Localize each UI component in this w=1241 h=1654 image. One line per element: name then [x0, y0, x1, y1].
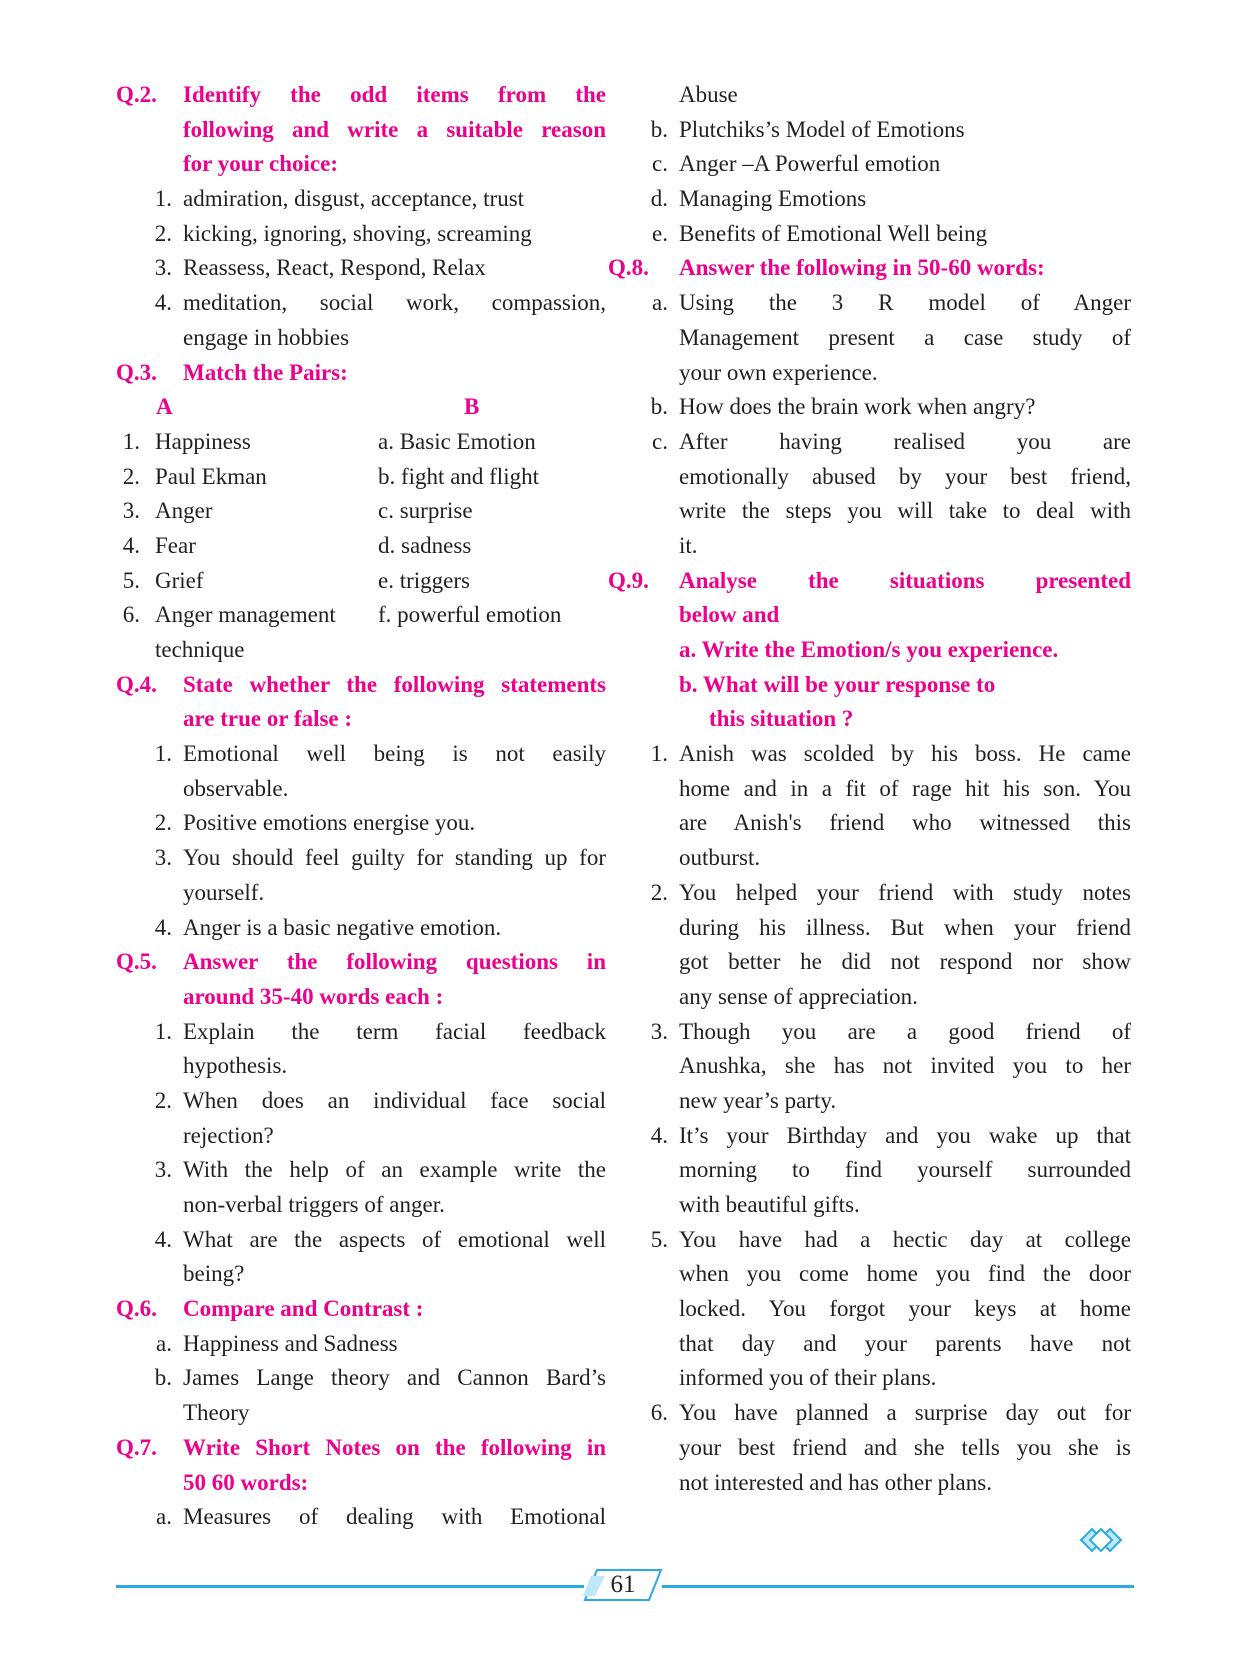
- list-item: 4. meditation, social work, compassion,: [154, 290, 606, 316]
- match-row: 1. Happiness a. Basic Emotion: [122, 428, 536, 454]
- list-item: b. Plutchiks’s Model of Emotions: [650, 116, 965, 142]
- question-label: Q.9.: [608, 567, 649, 593]
- question-title: Compare and Contrast :: [183, 1296, 424, 1322]
- list-item: 1. Emotional well being is not easily: [154, 741, 606, 767]
- question-title: following and write a suitable reason: [183, 116, 606, 142]
- question-subtitle-a: a. Write the Emotion/s you experience.: [679, 637, 1059, 662]
- question-4: [116, 668, 606, 946]
- question-title: are true or false :: [183, 706, 353, 732]
- list-item: a. Using the 3 R model of Anger: [652, 290, 1131, 316]
- list-item: 3. Reassess, React, Respond, Relax: [154, 255, 486, 281]
- question-8: [608, 251, 1131, 563]
- list-item: 2. Positive emotions energise you.: [154, 810, 476, 836]
- list-item: 6. You have planned a surprise day out for: [650, 1400, 1131, 1426]
- list-item: b. James Lange theory and Cannon Bard’s: [154, 1365, 606, 1391]
- list-item: 2. kicking, ignoring, shoving, screaming: [154, 220, 532, 246]
- question-title: for your choice:: [183, 151, 339, 177]
- list-item-continuation: rejection?: [183, 1122, 274, 1148]
- question-5: [116, 945, 606, 1292]
- question-label: Q.5.: [116, 949, 157, 975]
- match-header: [116, 390, 606, 425]
- match-row: 3. Anger c. surprise: [122, 498, 473, 524]
- question-label: Q.3.: [116, 359, 157, 385]
- footer-rule-right: [662, 1585, 1134, 1588]
- list-item: 1. Explain the term facial feedback: [154, 1018, 606, 1044]
- list-item-continuation: non-verbal triggers of anger.: [183, 1192, 445, 1217]
- question-title: around 35-40 words each :: [183, 983, 444, 1009]
- list-item: 4. Anger is a basic negative emotion.: [154, 914, 502, 940]
- list-item: c. After having realised you are: [652, 428, 1131, 454]
- match-row: 4. Fear d. sadness: [122, 532, 472, 558]
- list-item: 3. Though you are a good friend of: [650, 1018, 1131, 1044]
- list-item: 3. You should feel guilty for standing up for: [154, 845, 606, 871]
- question-title: Analyse the situations presented: [679, 567, 1131, 593]
- column-a-header: A: [156, 394, 173, 420]
- match-row-continuation: technique: [155, 637, 245, 662]
- footer-rule-left: [116, 1585, 584, 1588]
- list-item: 5. You have had a hectic day at college: [650, 1226, 1131, 1252]
- list-item-continuation: engage in hobbies: [183, 324, 350, 350]
- page-number-box: [583, 1568, 663, 1602]
- question-title: Match the Pairs:: [183, 359, 348, 385]
- list-item-continuation: write the steps you will take to deal with: [679, 498, 1131, 524]
- question-title: 50 60 words:: [183, 1469, 309, 1495]
- list-item: 4. What are the aspects of emotional well: [154, 1226, 606, 1252]
- list-item: c. Anger –A Powerful emotion: [652, 151, 941, 177]
- list-item: a. Happiness and Sadness: [156, 1330, 398, 1356]
- list-item-continuation: Theory: [183, 1400, 250, 1426]
- question-label: Q.8.: [608, 255, 649, 281]
- question-7-continued: [648, 78, 1131, 251]
- list-item: 2. When does an individual face social: [154, 1087, 606, 1113]
- diamond-ornament-icon: [1068, 1525, 1134, 1555]
- list-item: d. Managing Emotions: [650, 186, 867, 212]
- list-item-continuation: Management present a case study of: [679, 324, 1131, 350]
- list-item: 1. Anish was scolded by his boss. He came: [650, 741, 1131, 767]
- question-subtitle-b: b. What will be your response to: [679, 671, 996, 697]
- list-item: 1. admiration, disgust, acceptance, trust: [154, 186, 525, 212]
- question-title: Answer the following questions in: [183, 949, 606, 975]
- question-title: below and: [679, 602, 780, 628]
- list-item-continuation: hypothesis.: [183, 1053, 288, 1079]
- question-subtitle-b: this situation ?: [709, 706, 854, 732]
- question-label: Q.7.: [116, 1434, 157, 1460]
- question-3: [116, 356, 606, 668]
- list-item-continuation: observable.: [183, 775, 289, 801]
- list-item-continuation: yourself.: [183, 879, 265, 905]
- list-item: 4. It’s your Birthday and you wake up that: [650, 1122, 1131, 1148]
- question-title: Identify the odd items from the: [183, 82, 606, 107]
- list-item: a. Measures of dealing with Emotional: [156, 1504, 606, 1530]
- page-number: 61: [610, 1571, 636, 1598]
- match-row: 5. Grief e. triggers: [122, 567, 470, 593]
- right-column: [608, 78, 1131, 1500]
- list-item: b. How does the brain work when angry?: [650, 394, 1036, 420]
- question-9: Q.9. Analyse the situations presented below and a. Write the Emotion/s you experience. b. What will be your response to this situation ? 1. Anish was scolded by his boss. He came home and in a fit of rage hit his son. You are Anish's friend who witnessed this outburst. 2. You helped your friend with study notes during his illness. But when your friend got better he did not respond nor show any sense of appreciation. 3. Though you are a good friend of Anushka, she has not invited you to her new year’s party. 4. It’s your Birthday and you wake up that morning to find yourself surrounded with beautiful gifts. 5. You have had a hectic day at college when you come home you find the door locked. You forgot your keys at home that day and your parents have not informed you of their plans. 6. You have planned a surprise day out for your best friend and she tells you she is not interested and has other plans.: [648, 564, 1131, 1501]
- list-item-continuation: it.: [679, 532, 698, 558]
- question-label: Q.2.: [116, 82, 157, 107]
- question-6: [116, 1292, 606, 1431]
- match-row: 2. Paul Ekman b. fight and flight: [122, 463, 539, 489]
- question-7: [116, 1431, 606, 1535]
- column-b-header: B: [464, 394, 480, 420]
- list-item-continuation: being?: [183, 1261, 245, 1287]
- question-title: Write Short Notes on the following in: [183, 1434, 606, 1460]
- list-item: 2. You helped your friend with study notes: [650, 879, 1131, 905]
- list-item-continuation: emotionally abused by your best friend,: [679, 463, 1131, 489]
- question-label: Q.6.: [116, 1296, 157, 1322]
- list-item: e. Benefits of Emotional Well being: [652, 220, 988, 246]
- question-title: State whether the following statements: [183, 671, 606, 697]
- question-label: Q.4.: [116, 671, 157, 697]
- question-2: [116, 78, 606, 356]
- match-row: 6. Anger management f. powerful emotion: [122, 602, 562, 628]
- list-item-continuation: your own experience.: [679, 359, 878, 385]
- list-item: 3. With the help of an example write the: [154, 1157, 606, 1183]
- left-column: [116, 78, 606, 1535]
- list-item-continuation: Abuse: [679, 82, 738, 107]
- question-title: Answer the following in 50-60 words:: [679, 255, 1045, 281]
